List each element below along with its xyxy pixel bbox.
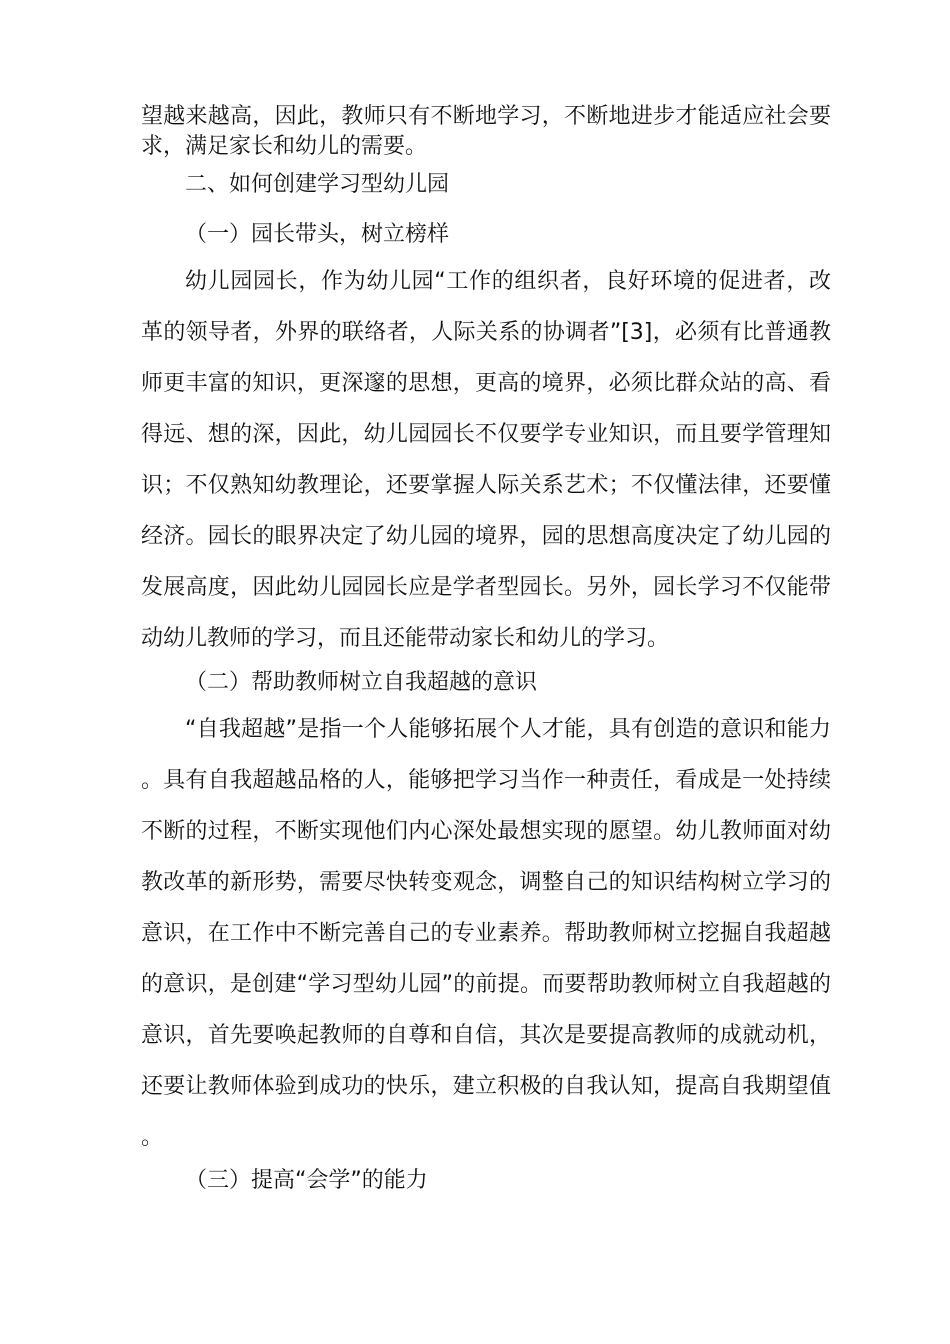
section-heading: 二、如何创建学习型幼儿园 [185, 172, 450, 197]
paragraph-principal-role: 幼儿园园长，作为幼儿园“工作的组织者，良好环境的促进者，改革的领导者，外界的联络者，人际关系的协调者”[3]，必须有比普通教师更丰富的知识，更深邃的思想，更高的境界，必须比群众站的高、看得远、想的深，因此，幼儿园园长不仅要学专业知识，而且要学管理知识；不仅熟知幼教理论，还要掌握人际关系艺术；不仅懂法律，还要懂经济。园长的眼界决定了幼儿园的境界，园的思想高度决定了幼儿园的发展高度，因此幼儿园园长应是学者型园长。另外，园长学习不仅能带动幼儿教师的学习，而且还能带动家长和幼儿的学习。 [141, 269, 831, 651]
subheading-principal-leads: （一）园长带头，树立榜样 [185, 222, 450, 247]
subheading-learning-ability: （三）提高“会学”的能力 [185, 1168, 428, 1193]
subheading-self-transcendence: （二）帮助教师树立自我超越的意识 [185, 670, 538, 695]
paragraph-self-transcendence: “自我超越”是指一个人能够拓展个人才能，具有创造的意识和能力。具有自我超越品格的人，能够把学习当作一种责任，看成是一处持续不断的过程，不断实现他们内心深处最想实现的愿望。幼儿教师面对幼教改革的新形势，需要尽快转变观念，调整自己的知识结构树立学习的意识，在工作中不断完善自己的专业素养。帮助教师树立挖掘自我超越的意识，是创建“学习型幼儿园”的前提。而要帮助教师树立自我超越的意识，首先要唤起教师的自尊和自信，其次是要提高教师的成就动机，还要让教师体验到成功的快乐，建立积极的自我认知，提高自我期望值。 [141, 717, 831, 1150]
intro-continuation-paragraph: 望越来越高，因此，教师只有不断地学习，不断地进步才能适应社会要求，满足家长和幼儿的需要。 [141, 104, 831, 159]
